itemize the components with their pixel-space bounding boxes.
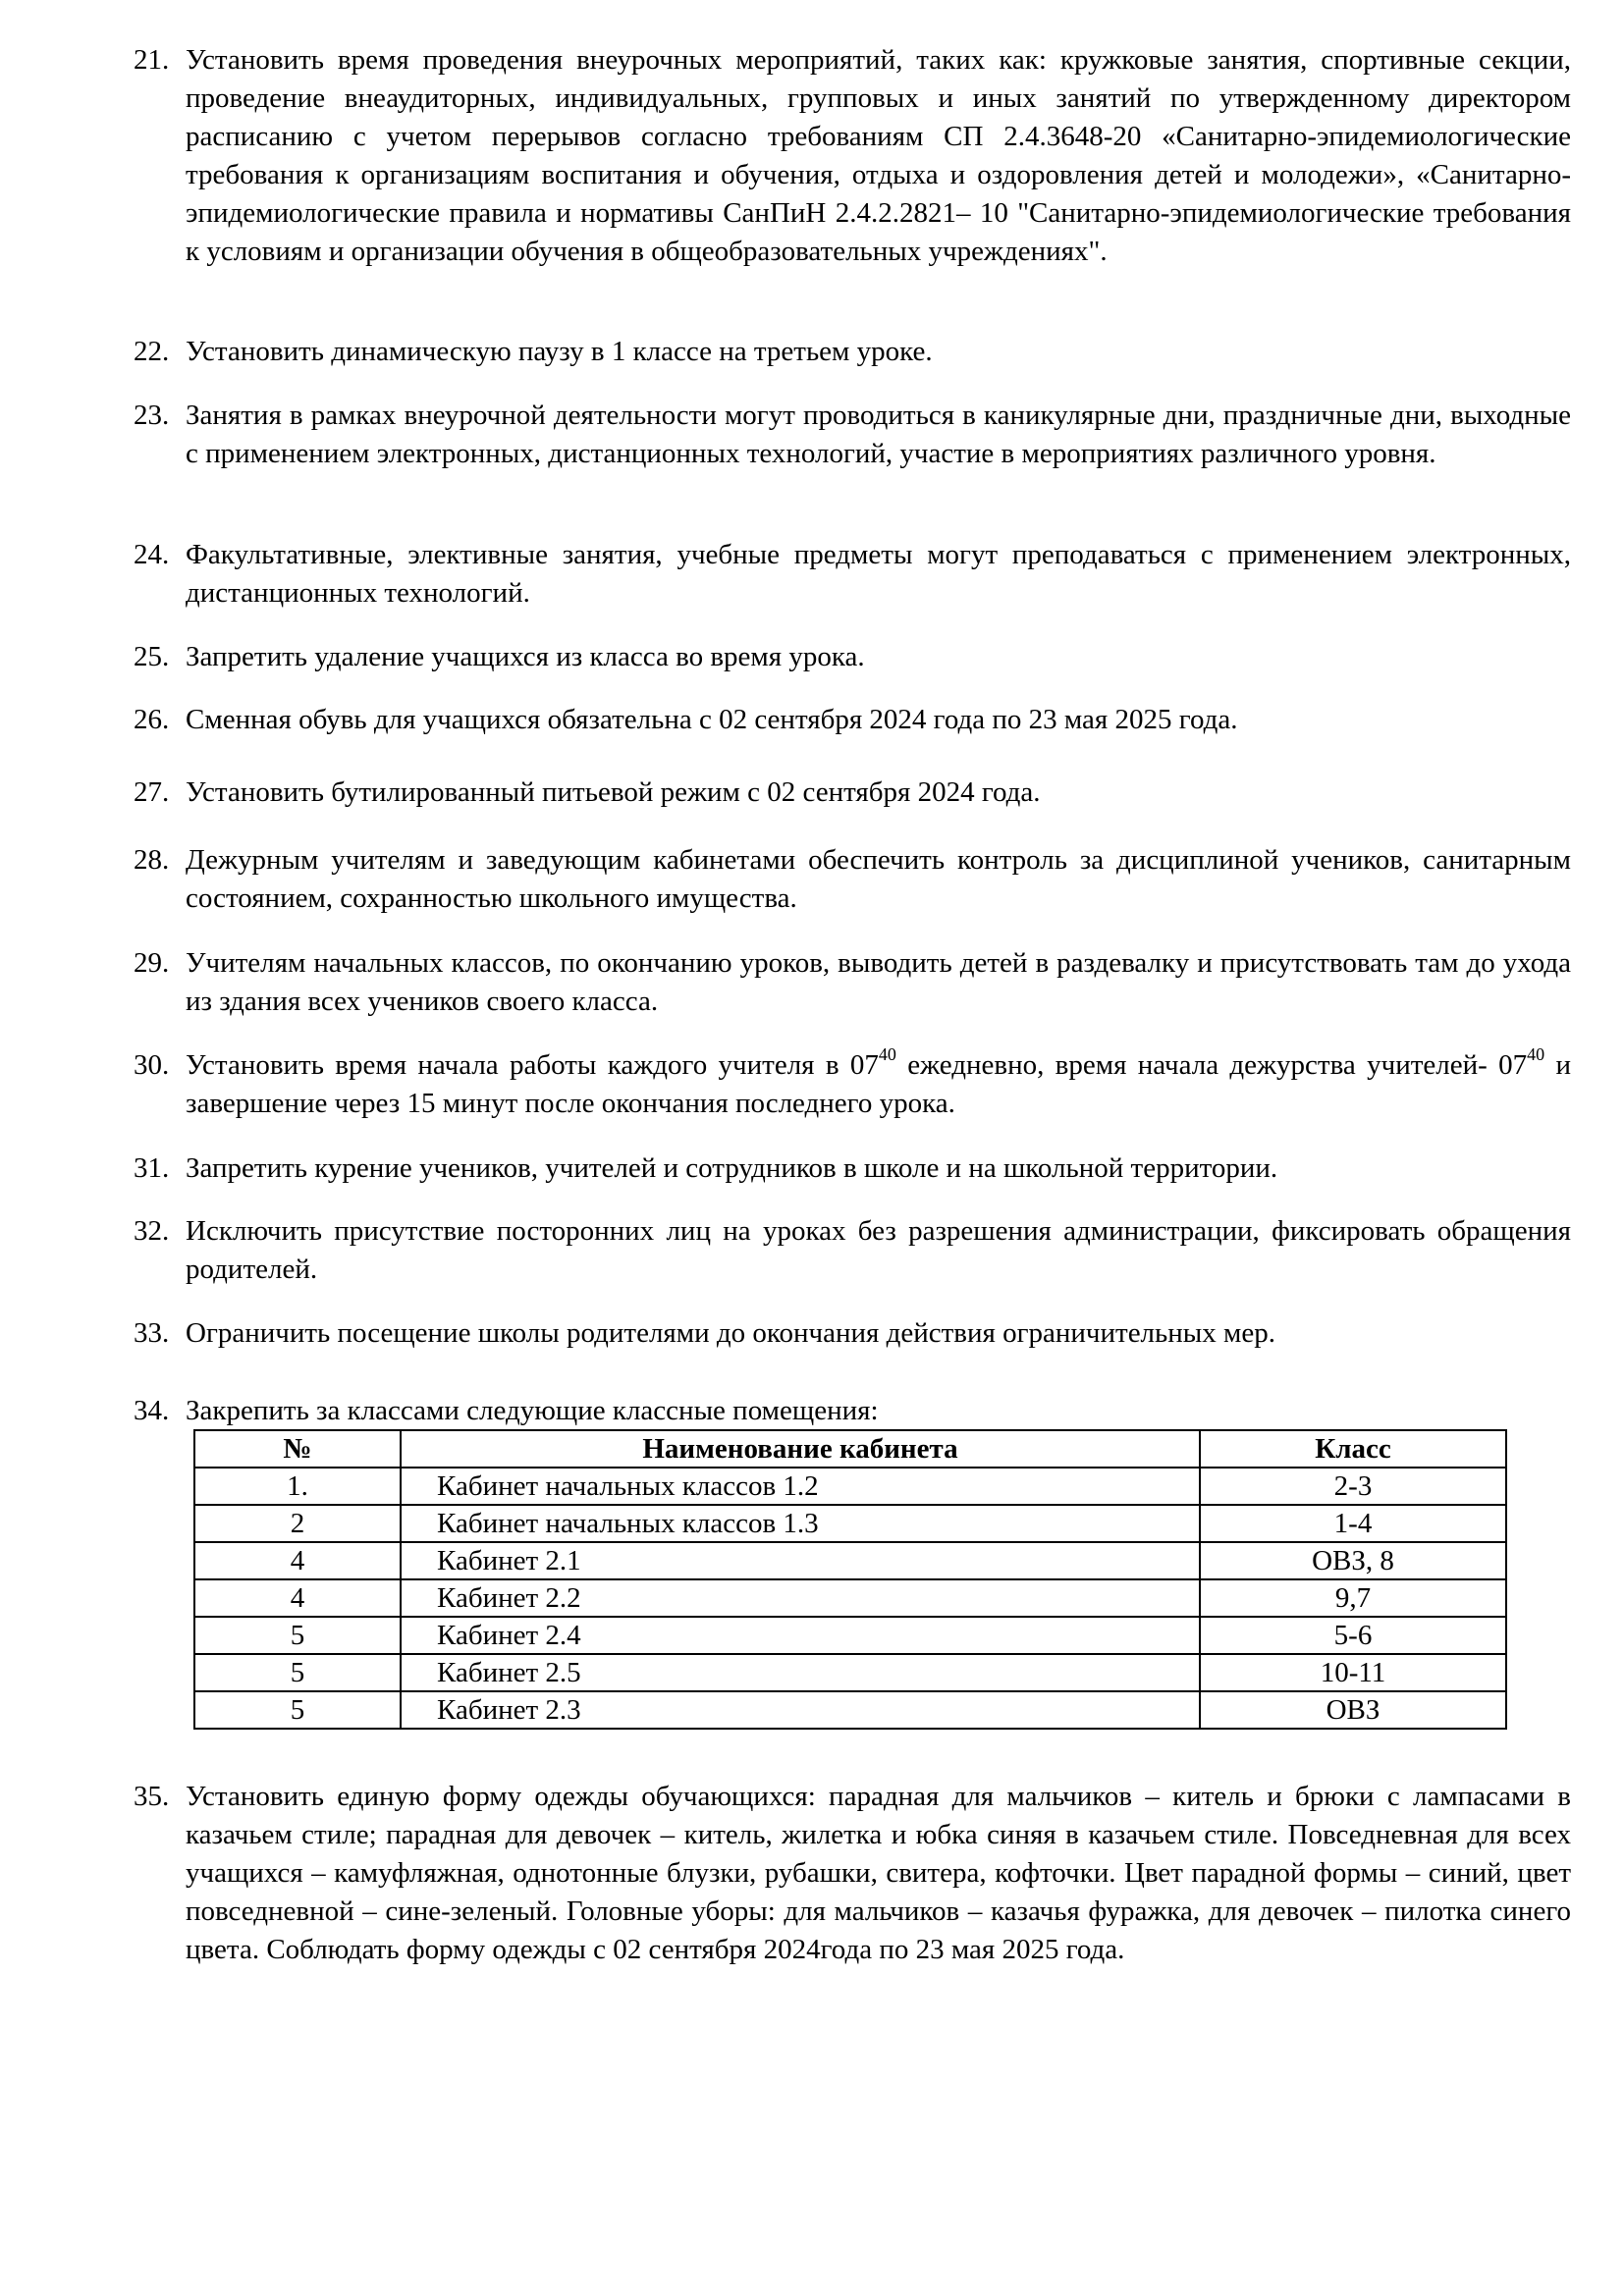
cell-class: 2-3 [1200,1468,1506,1505]
cell-class: ОВЗ, 8 [1200,1542,1506,1579]
column-header-class: Класс [1200,1430,1506,1468]
item-number: 26. [134,704,170,735]
item-text-part: и завершение через 15 минут после окончания последнего урока. [186,1049,1571,1119]
list-item-21 [134,41,1571,271]
item-number: 34. [134,1395,170,1426]
cell-class: 5-6 [1200,1617,1506,1654]
cell-class: 1-4 [1200,1505,1506,1542]
item-number: 27. [134,776,170,808]
cell-number: 5 [194,1654,401,1691]
item-text: Установить динамическую паузу в 1 классе на третьем уроке. [186,336,933,367]
item-text-part: Установить время начала работы каждого учителя в 07 [186,1049,879,1081]
item-number: 21. [134,44,170,76]
list-item-26 [134,701,1571,739]
item-number: 23. [134,400,170,431]
list-item-23 [134,397,1571,473]
list-item-32 [134,1212,1571,1289]
cell-room-name: Кабинет начальных классов 1.3 [401,1505,1200,1542]
table-row [194,1542,1506,1579]
list-item-29 [134,944,1571,1021]
item-number: 28. [134,844,170,876]
table-header-row [194,1430,1506,1468]
list-item-33 [134,1314,1571,1353]
list-item-24 [134,536,1571,613]
table-row [194,1691,1506,1729]
list-item-27 [134,774,1571,812]
item-text: Исключить присутствие посторонних лиц на уроках без разрешения администрации, фиксировать обращения родителей. [186,1215,1571,1285]
cell-number: 5 [194,1617,401,1654]
item-text: Занятия в рамках внеурочной деятельности могут проводиться в каникулярные дни, праздничные дни, выходные с применением электронных, дистанционных технологий, участие в мероприятиях различного уровня. [186,400,1571,469]
cell-room-name: Кабинет 2.4 [401,1617,1200,1654]
item-number: 25. [134,641,170,672]
item-text: Дежурным учителям и заведующим кабинетами обеспечить контроль за дисциплиной учеников, санитарным состоянием, сохранностью школьного имущества. [186,844,1571,914]
table-row [194,1505,1506,1542]
column-header-room-name: Наименование кабинета [401,1430,1200,1468]
classrooms-table [193,1429,1507,1730]
table-row [194,1617,1506,1654]
table-row [194,1468,1506,1505]
item-number: 35. [134,1781,170,1812]
item-text: Учителям начальных классов, по окончанию уроков, выводить детей в раздевалку и присутствовать там до ухода из здания всех учеников своего класса. [186,947,1571,1017]
item-text: Установить бутилированный питьевой режим с 02 сентября 2024 года. [186,776,1041,808]
item-text: Факультативные, элективные занятия, учебные предметы могут преподаваться с применением электронных, дистанционных технологий. [186,539,1571,609]
item-text: Сменная обувь для учащихся обязательна с 02 сентября 2024 года по 23 мая 2025 года. [186,704,1238,735]
table-row [194,1654,1506,1691]
cell-class: ОВЗ [1200,1691,1506,1729]
cell-number: 5 [194,1691,401,1729]
cell-class: 10-11 [1200,1654,1506,1691]
item-text: Установить единую форму одежды обучающихся: парадная для мальчиков – китель и брюки с лампасами в казачьем стиле; парадная для девочек – китель, жилетка и юбка синяя в казачьем стиле. Повседневная для всех учащихся – камуфляжная, однотонные блузки, рубашки, свитера, кофточки. Цвет парадной формы – синий, цвет повседневной – сине-зеленый. Головные уборы: для мальчиков – казачья фуражка, для девочек – пилотка синего цвета. Соблюдать форму одежды с 02 сентября 2024года по 23 мая 2025 года. [186,1781,1571,1965]
table-row [194,1579,1506,1617]
item-number: 30. [134,1049,170,1081]
item-text: Установить время проведения внеурочных мероприятий, таких как: кружковые занятия, спортивные секции, проведение внеаудиторных, индивидуальных, групповых и иных занятий по утвержденному директором расписанию с учетом перерывов согласно требованиям СП 2.4.3648-20 «Санитарно-эпидемиологические требования к организациям воспитания и обучения, отдыха и оздоровления детей и молодежи», «Санитарно-эпидемиологические правила и нормативы СанПиН 2.4.2.2821– 10 "Санитарно-эпидемиологические требования к условиям и организации обучения в общеобразовательных учреждениях". [186,44,1571,267]
item-number: 29. [134,947,170,979]
cell-number: 4 [194,1579,401,1617]
cell-class: 9,7 [1200,1579,1506,1617]
item-number: 33. [134,1317,170,1349]
cell-number: 1. [194,1468,401,1505]
item-text: Ограничить посещение школы родителями до окончания действия ограничительных мер. [186,1317,1275,1349]
item-number: 31. [134,1152,170,1184]
list-item-34 [134,1392,1571,1430]
cell-room-name: Кабинет 2.1 [401,1542,1200,1579]
item-number: 24. [134,539,170,570]
list-item-25 [134,638,1571,676]
item-text-part: ежедневно, время начала дежурства учителей- 07 [895,1049,1528,1081]
item-text: Запретить удаление учащихся из класса во время урока. [186,641,865,672]
list-item-31 [134,1149,1571,1188]
item-text: Запретить курение учеников, учителей и сотрудников в школе и на школьной территории. [186,1152,1278,1184]
column-header-number: № [194,1430,401,1468]
list-item-30 [134,1046,1571,1123]
time-superscript: 40 [878,1044,896,1065]
cell-number: 2 [194,1505,401,1542]
cell-room-name: Кабинет 2.3 [401,1691,1200,1729]
item-text: Закрепить за классами следующие классные помещения: [186,1395,879,1426]
time-superscript: 40 [1527,1044,1545,1065]
list-item-22 [134,333,1571,371]
list-item-35 [134,1778,1571,1969]
cell-room-name: Кабинет начальных классов 1.2 [401,1468,1200,1505]
cell-room-name: Кабинет 2.5 [401,1654,1200,1691]
item-text [186,1046,1571,1123]
item-number: 32. [134,1215,170,1247]
cell-number: 4 [194,1542,401,1579]
item-number: 22. [134,336,170,367]
list-item-28 [134,841,1571,918]
cell-room-name: Кабинет 2.2 [401,1579,1200,1617]
